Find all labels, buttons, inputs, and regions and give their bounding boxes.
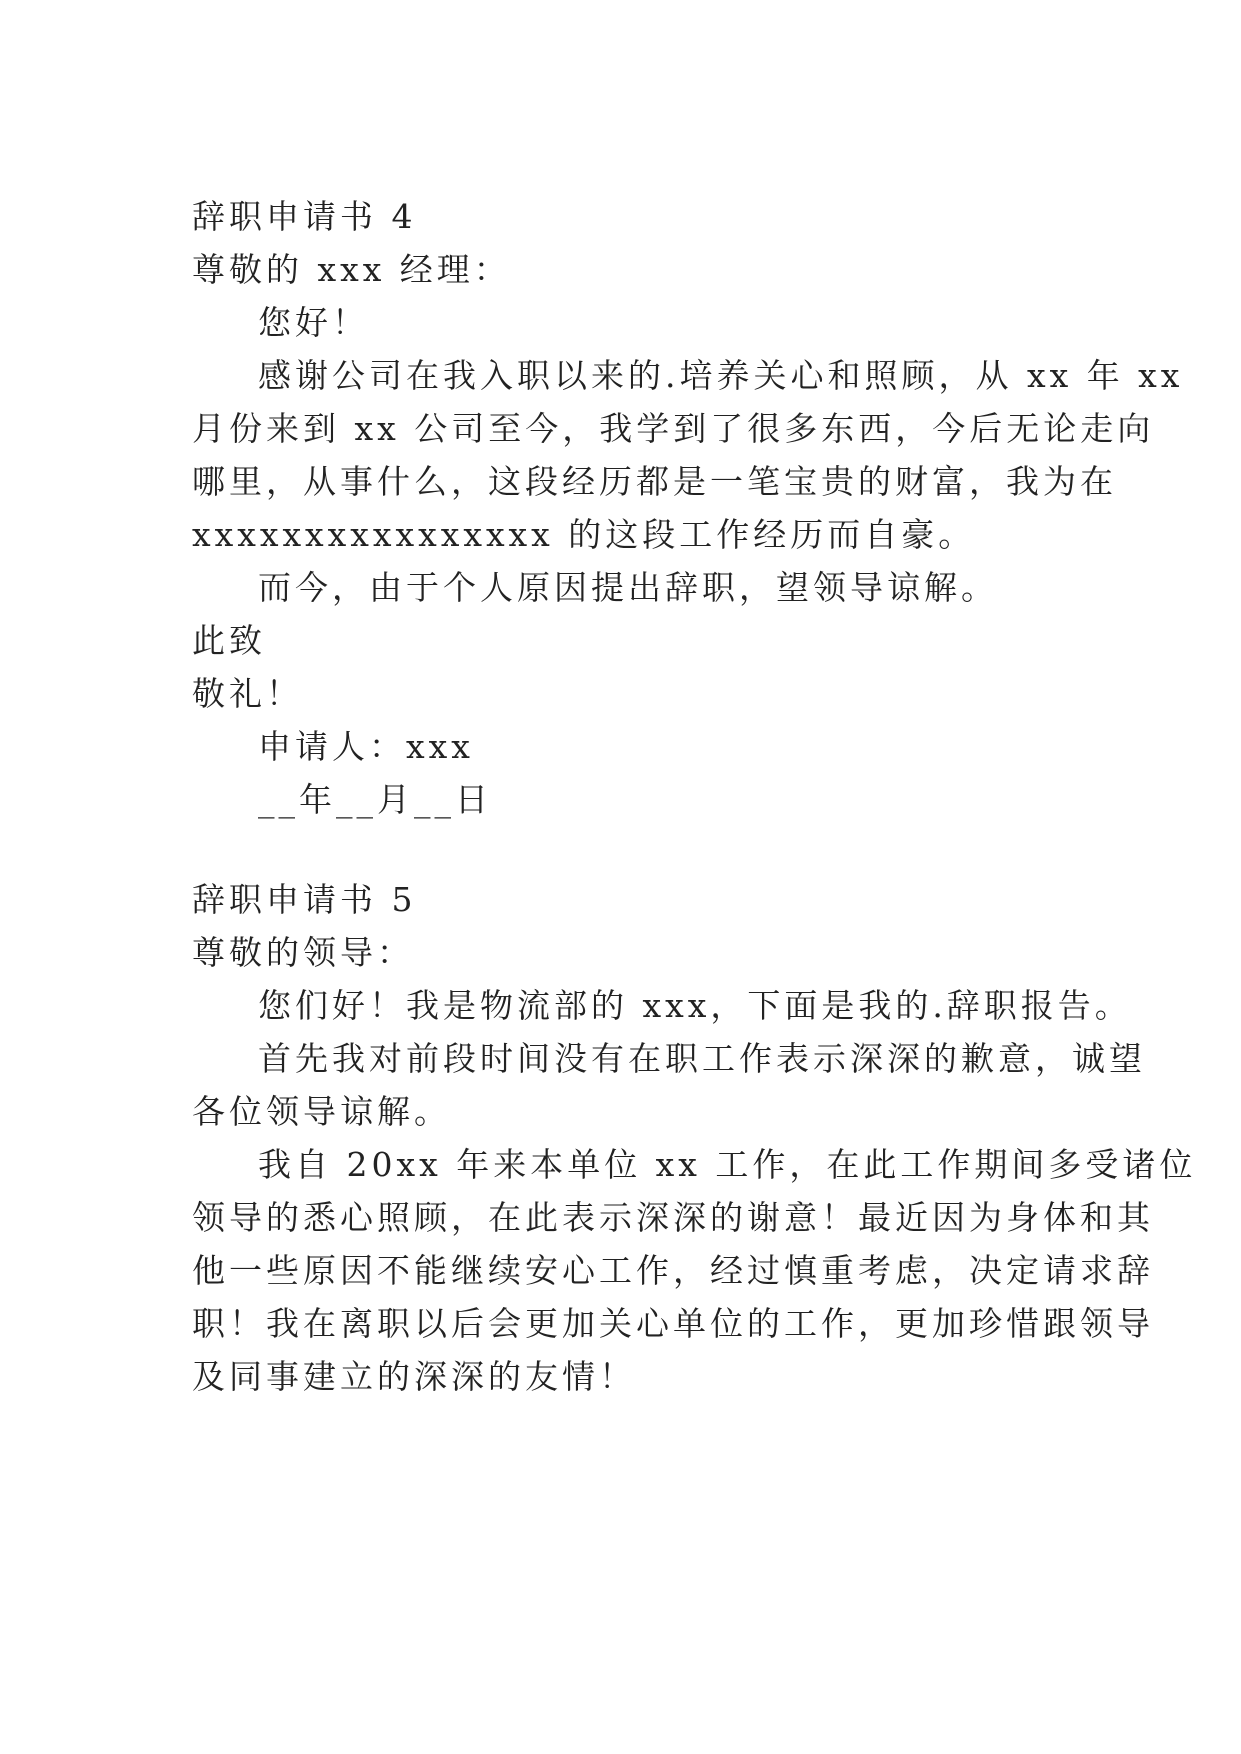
letter5-para1-line: 首先我对前段时间没有在职工作表示深深的歉意，诚望 [258,1039,1146,1078]
letter5-para1-line: 各位领导谅解。 [192,1092,451,1131]
letter5-title: 辞职申请书 5 [192,880,417,919]
letter4-reason: 而今，由于个人原因提出辞职，望领导谅解。 [258,568,998,607]
letter5-para2-line: 我自 20xx 年来本单位 xx 工作，在此工作期间多受诸位 [258,1145,1197,1184]
letter5-para2-line: 领导的悉心照顾，在此表示深深的谢意！最近因为身体和其 [192,1198,1154,1237]
letter4-closing-2: 敬礼！ [192,674,303,713]
letter5-salutation: 尊敬的领导： [192,933,414,972]
letter4-closing-1: 此致 [192,621,266,660]
letter4-salutation: 尊敬的 xxx 经理： [192,250,511,289]
letter4-title: 辞职申请书 4 [192,197,417,236]
letter4-applicant: 申请人：xxx [258,727,474,766]
letter5-para2-line: 及同事建立的深深的友情！ [192,1357,636,1396]
letter4-greeting: 您好！ [258,303,369,342]
letter5-greeting: 您们好！我是物流部的 xxx，下面是我的.辞职报告。 [258,986,1132,1025]
letter4-body-line: xxxxxxxxxxxxxxxx 的这段工作经历而自豪。 [192,515,976,554]
letter5-para2-line: 职！我在离职以后会更加关心单位的工作，更加珍惜跟领导 [192,1304,1154,1343]
letter4-body-line: 哪里，从事什么，这段经历都是一笔宝贵的财富，我为在 [192,462,1117,501]
letter4-body-line: 月份来到 xx 公司至今，我学到了很多东西，今后无论走向 [192,409,1155,448]
letter4-date: __年__月__日 [258,780,492,819]
letter4-body-line: 感谢公司在我入职以来的.培养关心和照顾，从 xx 年 xx [258,356,1184,395]
letter5-para2-line: 他一些原因不能继续安心工作，经过慎重考虑，决定请求辞 [192,1251,1154,1290]
